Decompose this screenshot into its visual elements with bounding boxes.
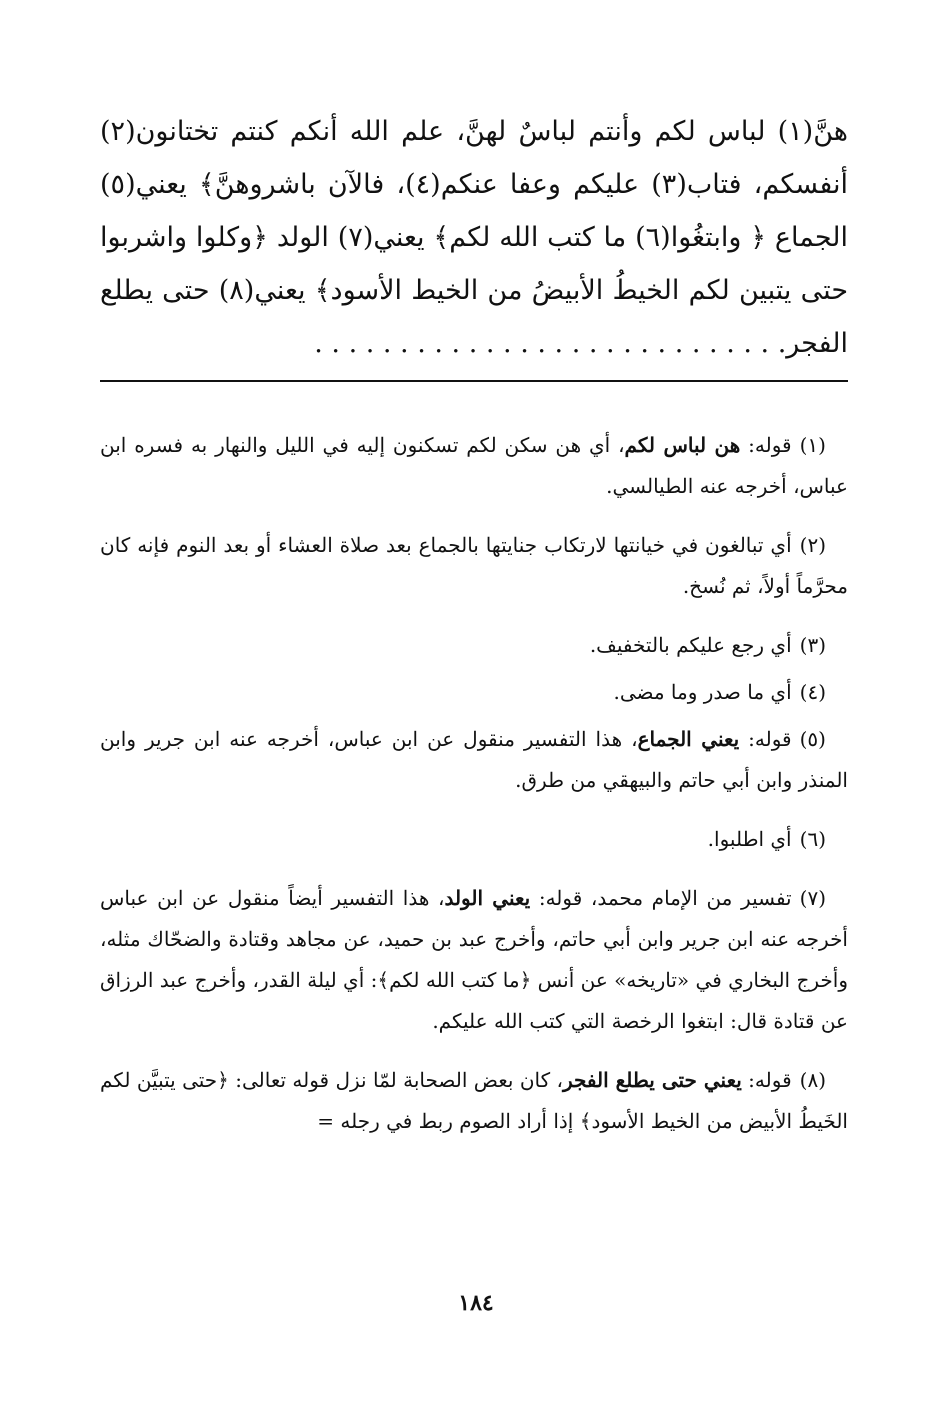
footnotes xyxy=(100,425,848,1160)
footnote-7: (٧)تفسير من الإمام محمد، قوله: يعني الولد، هذا التفسير أيضاً منقول عن ابن عباس أخرجه عنه ابن جرير وابن أبي حاتم، وأخرج عبد بن حميد، عن مجاهد وقتادة والضحّاك مثله، وأخرج البخاري في «تاريخه» عن أنس ﴿ما كتب الله لكم﴾: أي ليلة القدر، وأخرج عبد الرزاق عن قتادة قال: ابتغوا الرخصة التي كتب الله عليكم. xyxy=(100,886,848,1033)
footnote-separator xyxy=(100,380,848,382)
footnote-8: (٨)قوله: يعني حتى يطلع الفجر، كان بعض الصحابة لمّا نزل قوله تعالى: ﴿حتى يتبيَّن لكم الخَيطُ الأبيض من الخيط الأسود﴾ إذا أراد الصوم ربط في رجله = xyxy=(100,1068,848,1133)
main-text: هنَّ(١) لباس لكم وأنتم لباسٌ لهنَّ، علم الله أنكم كنتم تختانون(٢) أنفسكم، فتاب(٣) عليكم وعفا عنكم(٤)، فالآن باشروهنَّ﴾ يعني(٥) الجماع ﴿ وابتغُوا(٦) ما كتب الله لكم﴾ يعني(٧) الولد ﴿وكلوا واشربوا حتى يتبين لكم الخيطُ الأبيضُ من الخيط الأسود﴾ يعني(٨) حتى يطلع الفجر. . . . . . . . . . . . . . . . . . . . . . . . . . . . xyxy=(100,116,849,359)
page-number: ١٨٤ xyxy=(458,1290,494,1316)
footnote-1: (١)قوله: هن لباس لكم، أي هن سكن لكم تسكنون إليه في الليل والنهار به فسره ابن عباس، أخرجه عنه الطيالسي. xyxy=(100,433,848,498)
footnote-2: (٢)أي تبالغون في خيانتها لارتكاب جنايتها بالجماع بعد صلاة العشاء أو بعد النوم فإنه كان محرَّماً أولاً، ثم نُسخ. xyxy=(100,533,848,598)
footnote-4: (٤)أي ما صدر وما مضى. xyxy=(613,680,826,704)
footnote-3: (٣)أي رجع عليكم بالتخفيف. xyxy=(589,633,826,657)
footnote-6: (٦)أي اطلبوا. xyxy=(707,827,826,851)
footnote-5: (٥)قوله: يعني الجماع، هذا التفسير منقول عن ابن عباس، أخرجه عنه ابن جرير وابن المنذر وابن أبي حاتم والبيهقي من طرق. xyxy=(100,727,848,792)
